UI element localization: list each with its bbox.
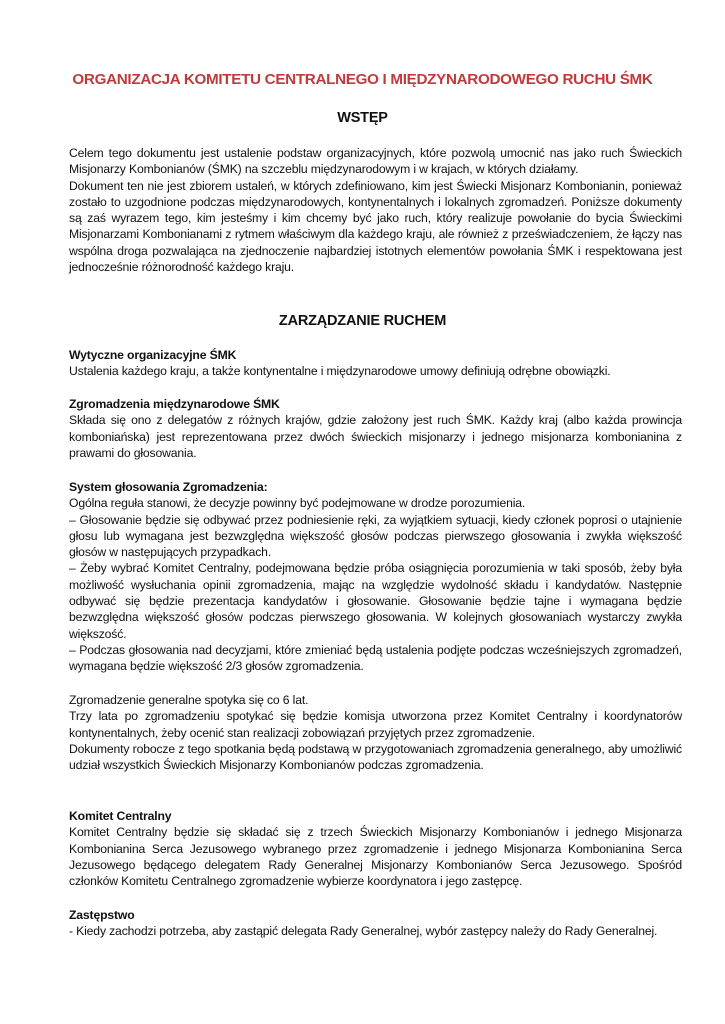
intro-heading: WSTĘP — [337, 110, 388, 126]
section-heading: Komitet Centralny — [69, 809, 172, 823]
paragraph: Dokumenty robocze z tego spotkania będą podstawą w przygotowaniach zgromadzenia generalnego, aby umożliwić udział wszystkich Świeckich Misjonarzy Kombonianów podczas zgromadzenia. — [69, 741, 682, 773]
assemblies-section — [69, 396, 682, 461]
paragraph: Dokument ten nie jest zbiorem ustaleń, w których zdefiniowano, kim jest Świecki Misjonarz Kombonianin, ponieważ zostało to uzgodnione podczas międzynarodowych, kontynentalnych i lokalnych zgromadzeń. Poniższe dokumenty są zaś wyrazem tego, kim jesteśmy i kim chcemy być jako ruch, który realizuje powołanie do bycia Świeckimi Misjonarzami Kombonianami z rytmem właściwym dla każdego kraju, ale również z przeświadczeniem, że łączy nas wspólna droga pozwalająca na zjednoczenie najbardziej istotnych elementów powołania ŚMK i respektowana jest jednocześnie różnorodność każdego kraju. — [69, 178, 682, 275]
committee-section — [69, 808, 682, 889]
section-heading: Zastępstwo — [69, 908, 135, 922]
voting-section — [69, 479, 682, 675]
management-heading: ZARZĄDZANIE RUCHEM — [278, 313, 447, 329]
paragraph: Trzy lata po zgromadzeniu spotykać się będzie komisja utworzona przez Komitet Centralny i koordynatorów kontynentalnych, żeby ocenić stan realizacji zobowiązań przyjętych przez zgromadzenie. — [69, 709, 682, 740]
section-heading: System głosowania Zgromadzenia: — [69, 480, 268, 494]
paragraph: – Podczas głosowania nad decyzjami, które zmieniać będą ustalenia podjęte podczas wcześniejszych zgromadzeń, wymagana będzie większość 2/3 głosów zgromadzenia. — [69, 642, 682, 674]
paragraph: – Żeby wybrać Komitet Centralny, podejmowana będzie próba osiągnięcia porozumienia w taki sposób, żeby była możliwość wysłuchania opinii zgromadzenia, mając na względzie wydolność składu i kandydatów. Następnie odbywać się będzie prezentacja kandydatów i głosowanie. Głosowanie będzie tajne i wymagana będzie bezwzględna większość głosów podczas pierwszego głosowania. W kolejnych głosowaniach wystarczy zwykła większość. — [69, 561, 682, 641]
intro-section — [69, 145, 682, 275]
substitution-section — [69, 907, 682, 940]
document-title: ORGANIZACJA KOMITETU CENTRALNEGO I MIĘDZYNARODOWEGO RUCHU ŚMK — [72, 71, 653, 88]
paragraph: Komitet Centralny będzie się składać się z trzech Świeckich Misjonarzy Kombonianów i jednego Misjonarza Kombonianina Serca Jezusowego wybranego przez zgromadzenie i jednego Misjonarza Kombonianina Serca Jezusowego będącego delegatem Rady Generalnej Misjonarzy Kombonianów Serca Jezusowego. Spośród członków Komitetu Centralnego zgromadzenie wybierze koordynatora i jego zastępcę. — [69, 825, 682, 889]
paragraph: Ustalenia każdego kraju, a także kontynentalne i międzynarodowe umowy definiują odrębne obowiązki. — [69, 364, 611, 379]
paragraph: Zgromadzenie generalne spotyka się co 6 lat. — [69, 693, 309, 707]
paragraph: – Głosowanie będzie się odbywać przez podniesienie ręki, za wyjątkiem sytuacji, kiedy członek poprosi o utajnienie głosu lub wymagana jest bezwzględna większość głosów podczas pierwszego głosowania i zwykła większość głosów w następujących przypadkach. — [69, 512, 682, 560]
section-heading: Wytyczne organizacyjne ŚMK — [69, 348, 237, 362]
meetings-section — [69, 692, 682, 773]
guidelines-section — [69, 347, 682, 380]
paragraph: Celem tego dokumentu jest ustalenie podstaw organizacyjnych, które pozwolą umocnić nas jako ruch Świeckich Misjonarzy Kombonianów (ŚMK) na szczeblu międzynarodowym i w krajach, w których działamy. — [69, 146, 682, 177]
paragraph: Ogólna reguła stanowi, że decyzje powinny być podejmowane w drodze porozumienia. — [69, 496, 526, 511]
section-heading: Zgromadzenia międzynarodowe ŚMK — [69, 397, 280, 411]
paragraph: - Kiedy zachodzi potrzeba, aby zastąpić delegata Rady Generalnej, wybór zastępcy należy do Rady Generalnej. — [69, 924, 658, 939]
paragraph: Składa się ono z delegatów z różnych krajów, gdzie założony jest ruch ŚMK. Każdy kraj (albo każda prowincja komboniańska) jest reprezentowana przez dwóch świeckich misjonarzy i jednego misjonarza kombonianina z prawami do głosowania. — [69, 413, 682, 460]
